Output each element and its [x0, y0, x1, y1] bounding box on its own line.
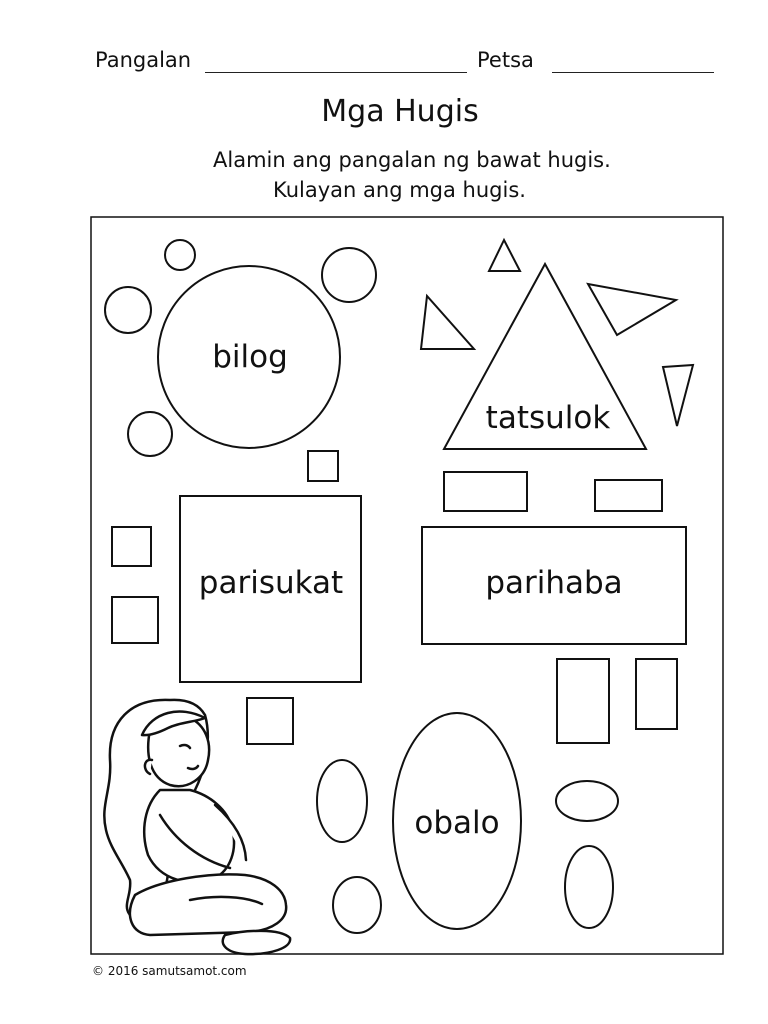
date-label: Petsa: [477, 48, 534, 72]
small-rectangle[interactable]: [444, 472, 527, 511]
rectangles-group: [422, 472, 686, 743]
copyright-footer: © 2016 samutsamot.com: [92, 964, 247, 978]
oval-label: obalo: [414, 805, 500, 841]
small-square[interactable]: [247, 698, 293, 744]
small-triangle[interactable]: [421, 296, 474, 349]
small-oval[interactable]: [317, 760, 367, 842]
squares-group: [112, 451, 361, 744]
small-circle[interactable]: [128, 412, 172, 456]
small-circle[interactable]: [105, 287, 151, 333]
small-rectangle[interactable]: [595, 480, 662, 511]
small-oval[interactable]: [333, 877, 381, 933]
small-circle[interactable]: [322, 248, 376, 302]
ovals-group: [317, 713, 618, 933]
small-triangle[interactable]: [663, 365, 693, 426]
circle-label: bilog: [212, 339, 288, 375]
small-square[interactable]: [112, 527, 151, 566]
small-oval[interactable]: [565, 846, 613, 928]
small-rectangle[interactable]: [636, 659, 677, 729]
instruction-line-2: Kulayan ang mga hugis.: [273, 178, 526, 202]
square-label: parisukat: [198, 565, 344, 601]
small-triangle[interactable]: [588, 284, 676, 335]
small-triangle[interactable]: [489, 240, 520, 271]
triangle-label: tatsulok: [485, 400, 611, 436]
small-circle[interactable]: [165, 240, 195, 270]
triangles-group: [421, 240, 693, 449]
small-square[interactable]: [112, 597, 158, 643]
circles-group: [105, 240, 376, 456]
small-oval[interactable]: [556, 781, 618, 821]
instruction-line-1: Alamin ang pangalan ng bawat hugis.: [213, 148, 611, 172]
small-rectangle[interactable]: [557, 659, 609, 743]
name-label: Pangalan: [95, 48, 192, 72]
small-square[interactable]: [308, 451, 338, 481]
rectangle-label: parihaba: [485, 565, 623, 601]
worksheet-title: Mga Hugis: [321, 94, 479, 129]
